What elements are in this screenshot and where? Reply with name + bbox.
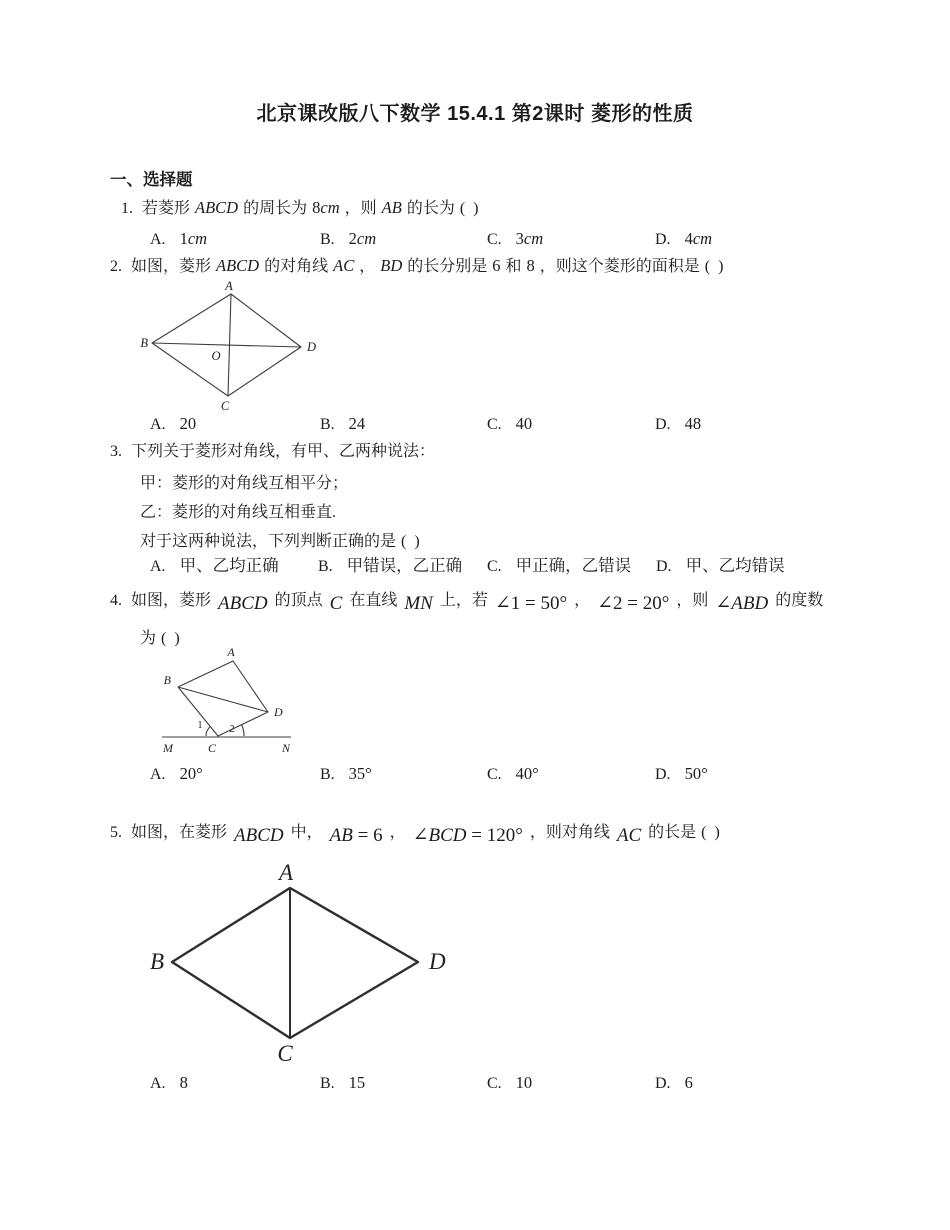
diagonal-bd <box>152 343 301 347</box>
option-value: 50° <box>684 764 708 783</box>
question-3-statement-yi: 乙：菱形的对角线互相垂直. <box>140 504 337 521</box>
angle-symbol: ∠ <box>412 825 429 846</box>
angle-1-arc <box>206 727 211 737</box>
question-1-number: 1. <box>121 200 133 217</box>
math-segment <box>715 593 768 614</box>
option-value: 甲错误，乙正确 <box>346 556 463 575</box>
center-label-o: O <box>211 349 221 363</box>
question-3-options <box>110 556 950 582</box>
q5-option-c <box>487 1073 532 1094</box>
option-label: B. <box>320 416 335 433</box>
option-value: 8 <box>179 1073 188 1092</box>
option-value: 20 <box>179 414 197 433</box>
math-segment: MN <box>404 593 433 614</box>
text-segment: 对于这两种说法，下列判断正确的是 <box>140 533 397 550</box>
math-letters: AB <box>329 825 353 846</box>
figure-q2-rhombus <box>138 281 318 413</box>
math-segment: C <box>329 593 343 614</box>
q1-option-b <box>320 229 376 250</box>
q2-option-c <box>487 414 532 435</box>
option-label: D. <box>655 1075 671 1092</box>
text-segment: ，则 <box>676 592 709 609</box>
math-segment: ABCD <box>234 825 284 846</box>
math-segment: AB <box>381 198 402 217</box>
math-segment: BD <box>380 256 403 275</box>
option-label: C. <box>487 558 502 575</box>
option-label: D. <box>655 766 671 783</box>
vertex-label-c: C <box>220 399 230 413</box>
q4-option-a <box>150 764 203 785</box>
math-segment: 8 <box>526 256 535 275</box>
vertex-label-a: A <box>225 281 233 293</box>
option-number: 4 <box>684 229 693 248</box>
option-value <box>180 229 208 248</box>
option-value: 6 <box>684 1073 693 1092</box>
option-label: C. <box>487 766 502 783</box>
question-3-statement-jia: 甲：菱形的对角线互相平分； <box>140 475 349 492</box>
q5-option-b <box>320 1073 365 1094</box>
text-segment: ， <box>574 592 591 609</box>
math-segment: AC <box>616 825 642 846</box>
option-number: 3 <box>515 229 524 248</box>
option-value: 15 <box>348 1073 366 1092</box>
option-label: A. <box>150 231 166 248</box>
question-2-number: 2. <box>110 258 122 275</box>
q4-option-c <box>487 764 539 785</box>
option-value: 48 <box>684 414 702 433</box>
q3-option-d <box>656 556 785 577</box>
option-unit: cm <box>187 229 208 248</box>
text-segment: 为 <box>140 630 157 647</box>
math-letters: BCD <box>428 825 467 846</box>
page-title: 北京课改版八下数学 15.4.1 第2课时 菱形的性质 <box>256 103 694 125</box>
vertex-label-c: C <box>207 741 217 755</box>
option-label: D. <box>655 231 671 248</box>
answer-blank: ( ) <box>161 630 182 647</box>
option-value: 甲正确，乙错误 <box>515 556 632 575</box>
option-value: 40 <box>515 414 533 433</box>
answer-blank: ( ) <box>704 258 726 275</box>
text-segment: 在直线 <box>349 592 398 609</box>
text-segment: 的度数 <box>775 592 824 609</box>
text-segment: ，则这个菱形的面积是 <box>539 258 700 275</box>
math-segment: 6 <box>492 256 501 275</box>
q3-option-b <box>318 556 462 577</box>
q2-option-a <box>150 414 196 435</box>
math-segment <box>413 825 523 846</box>
text-segment: ，则对角线 <box>529 824 610 841</box>
question-3 <box>110 442 435 462</box>
vertex-label-c: C <box>277 1041 293 1064</box>
angle-symbol: ∠ <box>715 593 732 614</box>
math-segment: AC <box>333 256 355 275</box>
option-value: 20° <box>179 764 203 783</box>
q4-option-d <box>655 764 708 785</box>
option-value: 甲、乙均正确 <box>179 556 279 575</box>
question-4-continued <box>140 629 182 649</box>
option-label: C. <box>487 231 502 248</box>
q1-option-d <box>655 229 712 250</box>
text-segment: 如图，菱形 <box>131 592 212 609</box>
question-5 <box>110 820 722 844</box>
q5-option-d <box>655 1073 693 1094</box>
math-segment: ABCD <box>216 256 260 275</box>
option-value <box>349 229 377 248</box>
text-segment: 的长是 <box>648 824 697 841</box>
text-segment: 的周长为 <box>243 200 308 217</box>
vertex-label-b: B <box>149 949 164 974</box>
diagonal-bd <box>178 687 268 712</box>
option-value: 40° <box>515 764 539 783</box>
rhombus-outline <box>178 661 268 736</box>
option-label: B. <box>320 766 335 783</box>
angle-2-arc <box>242 725 245 737</box>
q4-option-b <box>320 764 372 785</box>
q2-option-b <box>320 414 365 435</box>
text-segment: ， <box>389 824 406 841</box>
text-segment: 的对角线 <box>264 258 329 275</box>
math-segment: ABCD <box>195 198 239 217</box>
math-segment: ∠2 = 20° <box>597 593 670 614</box>
vertex-label-d: D <box>307 340 317 354</box>
angle-1-label: 1 <box>197 720 203 731</box>
option-value: 35° <box>348 764 372 783</box>
question-3-number: 3. <box>110 443 122 460</box>
figure-q5-rhombus <box>148 862 453 1064</box>
answer-blank: ( ) <box>459 200 481 217</box>
math-segment <box>330 825 383 846</box>
math-value: = 120° <box>466 825 523 846</box>
vertex-label-d: D <box>274 705 283 719</box>
text-segment: 和 <box>505 258 522 275</box>
option-value: 甲、乙均错误 <box>685 556 785 575</box>
text-segment: 下列关于菱形对角线，有甲、乙两种说法： <box>131 443 436 460</box>
vertex-label-b: B <box>163 673 171 687</box>
option-number: 2 <box>348 229 357 248</box>
vertex-label-b: B <box>140 336 148 350</box>
question-4-number: 4. <box>110 592 122 609</box>
question-5-options <box>110 1073 950 1099</box>
question-4 <box>110 588 823 612</box>
text-segment: ，则 <box>344 200 377 217</box>
question-4-options <box>110 764 950 790</box>
text-segment: 的长为 <box>406 200 455 217</box>
figure-q4-rhombus-on-line <box>158 648 308 762</box>
math-value: = 6 <box>352 825 383 846</box>
option-unit: cm <box>692 229 713 248</box>
math-unit: cm <box>320 198 340 217</box>
option-label: C. <box>487 416 502 433</box>
answer-blank: ( ) <box>701 824 722 841</box>
math-segment: ABCD <box>218 593 268 614</box>
text-segment: 如图，菱形 <box>131 258 212 275</box>
vertex-label-d: D <box>429 949 446 974</box>
math-segment <box>312 198 340 217</box>
option-label: A. <box>150 766 166 783</box>
option-label: A. <box>150 1075 166 1092</box>
question-1-options <box>110 229 950 255</box>
q2-option-d <box>655 414 701 435</box>
option-label: D. <box>656 558 672 575</box>
option-unit: cm <box>356 229 377 248</box>
q5-option-a <box>150 1073 188 1094</box>
question-3-ask <box>140 532 422 552</box>
rhombus-outline <box>172 888 418 1038</box>
q3-option-c <box>487 556 631 577</box>
option-value: 10 <box>515 1073 533 1092</box>
question-2-options <box>110 414 950 440</box>
q1-option-c <box>487 229 543 250</box>
text-segment: 如图，在菱形 <box>131 824 228 841</box>
option-label: A. <box>150 558 166 575</box>
text-segment: 上，若 <box>439 592 488 609</box>
answer-blank: ( ) <box>401 533 422 550</box>
q3-option-a <box>150 556 279 577</box>
text-segment: ， <box>359 258 376 275</box>
text-segment: 中， <box>290 824 323 841</box>
option-number: 1 <box>179 229 188 248</box>
option-label: B. <box>320 231 335 248</box>
math-segment: ∠1 = 50° <box>494 593 568 614</box>
option-label: A. <box>150 416 166 433</box>
vertex-label-a: A <box>227 648 235 659</box>
option-label: B. <box>320 1075 335 1092</box>
question-1 <box>121 198 480 219</box>
text-segment: 的顶点 <box>274 592 323 609</box>
q1-option-a <box>150 229 207 250</box>
angle-2-label: 2 <box>229 724 235 735</box>
vertex-label-a: A <box>278 862 294 885</box>
option-value: 24 <box>348 414 366 433</box>
text-segment: 的长分别是 <box>407 258 488 275</box>
option-label: B. <box>318 558 333 575</box>
option-value <box>516 229 544 248</box>
section-header: 一、选择题 <box>110 171 193 189</box>
question-2 <box>110 256 725 277</box>
line-label-n: N <box>281 741 291 755</box>
math-number: 8 <box>312 198 321 217</box>
option-label: D. <box>655 416 671 433</box>
line-label-m: M <box>163 741 173 755</box>
math-letters: ABD <box>731 593 769 614</box>
question-5-number: 5. <box>110 824 122 841</box>
option-label: C. <box>487 1075 502 1092</box>
option-unit: cm <box>523 229 544 248</box>
text-segment: 若菱形 <box>142 200 191 217</box>
option-value <box>685 229 713 248</box>
